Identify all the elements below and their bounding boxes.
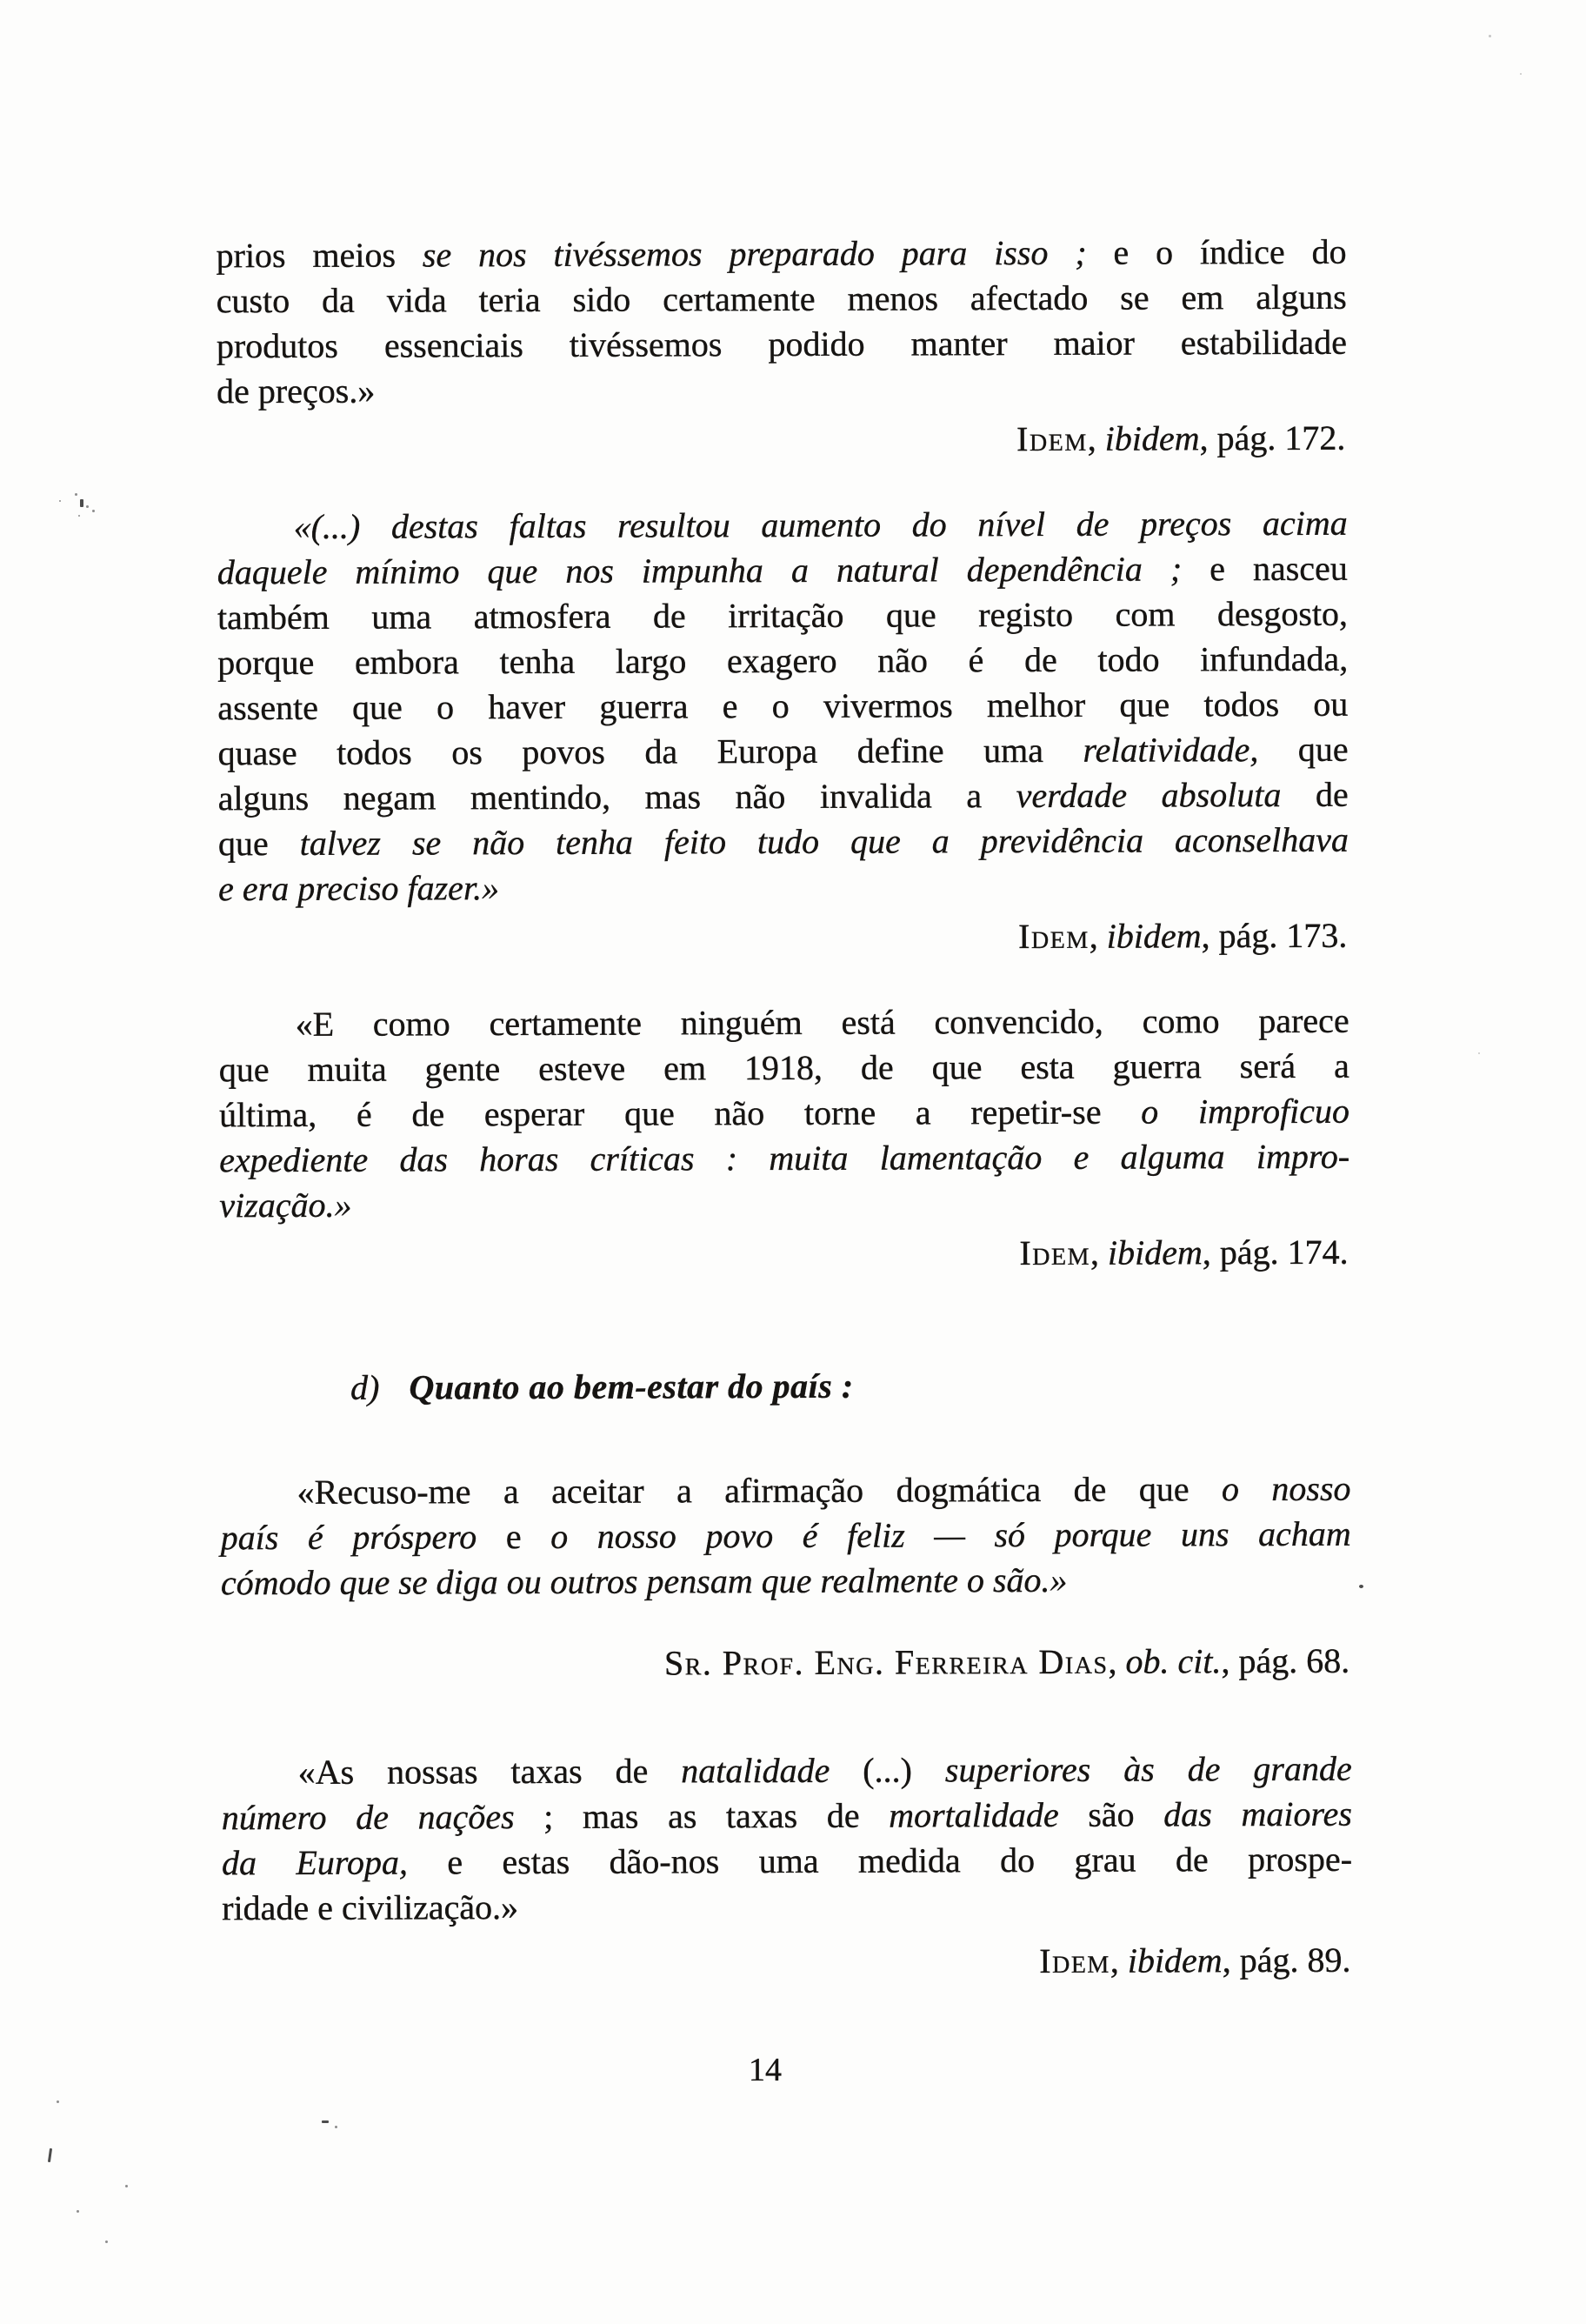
paragraph (219, 998, 1350, 1229)
text-segment: quase todos os povos da Europa define uma (217, 730, 1083, 773)
text-segment: produtos essenciais tivéssemos podido manter maior estabilidade (216, 322, 1348, 366)
text-segment: Idem (1016, 418, 1088, 459)
paragraph (216, 230, 1347, 415)
text-segment: da Europa, (221, 1842, 409, 1883)
text-segment: e nasceu (1182, 548, 1348, 589)
text-segment: das maiores (1163, 1793, 1352, 1834)
scan-speck (125, 2185, 128, 2187)
scan-speck (92, 510, 95, 512)
text-segment: de preços.» (217, 371, 376, 411)
text-line (219, 998, 1349, 1048)
text-segment: se nos tivéssemos preparado para isso ; (422, 232, 1087, 275)
text-line (217, 682, 1348, 731)
text-segment: cómodo que se diga ou outros pensam que realmente o são.» (220, 1559, 1068, 1603)
text-segment: e era preciso fazer.» (218, 868, 500, 909)
text-segment: , (1087, 418, 1105, 458)
text-segment: , (1110, 1940, 1128, 1980)
text-segment: ibidem (1106, 916, 1202, 956)
text-segment: são (1058, 1794, 1164, 1834)
text-segment: «As nossas taxas de (297, 1751, 682, 1792)
scan-speck (1478, 1052, 1480, 1054)
text-line (218, 772, 1349, 822)
text-segment: , pág. 68. (1221, 1640, 1350, 1681)
citation-line (219, 1230, 1349, 1279)
text-line (222, 1792, 1352, 1841)
text-segment: prios meios (216, 235, 423, 276)
scan-speck (86, 505, 89, 508)
text-segment: ibidem (1127, 1940, 1223, 1980)
text-segment: relatividade, (1083, 730, 1259, 770)
text-segment: custo da vida teria sido certamente menos afectado se em alguns (216, 277, 1347, 321)
scan-speck (78, 515, 80, 517)
paragraph (220, 1466, 1351, 1606)
text-segment: natalidade (681, 1750, 830, 1791)
text-segment: ; mas as taxas de (514, 1795, 890, 1837)
scan-speck (77, 2210, 79, 2213)
text-line (218, 863, 1349, 912)
text-segment: , (1090, 1232, 1109, 1272)
text-segment: e estas dão-nos uma medida do grau de prospe- (407, 1839, 1353, 1882)
text-segment: ob. cit. (1125, 1641, 1222, 1681)
text-segment: assente que o haver guerra e o vivermos melhor que todos ou (217, 684, 1349, 728)
page-text-column (216, 230, 1352, 1987)
text-segment: que muita gente esteve em 1918, de que esta guerra será a (218, 1045, 1349, 1090)
text-line (219, 1179, 1349, 1229)
text-segment: Quanto ao bem-estar do país : (409, 1366, 854, 1407)
text-line (217, 727, 1348, 777)
scan-speck (59, 500, 61, 502)
text-segment: expediente das horas críticas : muita lamentação e alguma impro- (219, 1136, 1350, 1180)
text-segment: também uma atmosfera de irritação que registo com desgosto, (217, 593, 1349, 638)
section-heading (220, 1362, 1350, 1412)
scan-speck (80, 499, 83, 507)
text-segment: talvez se não tenha feito tudo que a previdência aconselhava (299, 819, 1349, 863)
text-segment: superiores às de grande (944, 1748, 1352, 1790)
text-line (221, 1557, 1351, 1606)
text-line (219, 1089, 1349, 1139)
text-segment: «Recuso-me a aceitar a afirmação dogmática de que (297, 1469, 1223, 1512)
text-segment: «(...) destas faltas resultou aumento do nível de preços acima (293, 503, 1348, 546)
scan-speck (322, 2120, 329, 2123)
text-segment: que (217, 823, 300, 864)
text-segment: o nosso povo é feliz — só porque uns acham (550, 1513, 1351, 1556)
text-segment: porque embora tenha largo exagero não é de todo infundada, (217, 638, 1349, 683)
text-segment: de (1281, 774, 1349, 815)
citation-line (218, 913, 1349, 963)
text-segment: vização.» (219, 1185, 352, 1225)
scan-speck (1520, 73, 1522, 75)
text-line (217, 320, 1347, 370)
text-segment: daquele mínimo que nos impunha a natural dependência ; (217, 549, 1183, 592)
source-attribution (221, 1639, 1351, 1688)
scan-speck (48, 2148, 52, 2162)
text-line (217, 275, 1347, 324)
text-line (222, 1837, 1352, 1887)
text-segment: o nosso (1221, 1468, 1351, 1509)
text-segment: , pág. 172. (1199, 417, 1346, 458)
text-segment: , (1089, 916, 1107, 956)
text-line (222, 1746, 1352, 1796)
text-line (217, 591, 1348, 641)
scan-speck (1489, 35, 1491, 37)
scan-speck (75, 493, 77, 496)
text-segment: última, é de esperar que não torne a repetir-se (218, 1092, 1142, 1135)
scan-speck (335, 2126, 337, 2128)
text-line (222, 1882, 1352, 1932)
citation-line (217, 416, 1347, 465)
citation-line (222, 1938, 1352, 1987)
text-segment: ibidem (1107, 1232, 1203, 1272)
scan-speck (105, 2241, 108, 2243)
text-segment: e (476, 1516, 551, 1557)
text-segment: , pág. 174. (1202, 1232, 1349, 1272)
text-segment: , pág. 89. (1222, 1940, 1351, 1980)
text-line (218, 818, 1349, 867)
text-segment: (...) (830, 1750, 945, 1790)
text-segment: país é próspero (220, 1517, 477, 1558)
text-segment: e o índice do (1086, 231, 1347, 272)
text-segment: ibidem (1104, 418, 1200, 458)
text-segment: mortalidade (889, 1794, 1059, 1835)
text-line (217, 546, 1348, 596)
text-segment: Sr. Prof. Eng. Ferreira Dias (663, 1641, 1109, 1683)
text-line (219, 1134, 1349, 1184)
paragraph (217, 501, 1349, 912)
text-line (217, 501, 1348, 551)
text-segment: que (1258, 729, 1349, 770)
text-line (217, 365, 1347, 415)
text-segment: Idem (1039, 1940, 1110, 1980)
paragraph (222, 1746, 1353, 1932)
scan-speck (57, 2100, 59, 2103)
text-segment: verdade absoluta (1016, 775, 1282, 816)
text-line (216, 230, 1346, 279)
text-segment: , pág. 173. (1201, 915, 1348, 956)
text-segment: alguns negam mentindo, mas não invalida a (217, 776, 1016, 818)
text-segment: Idem (1018, 916, 1090, 957)
text-segment: Idem (1019, 1232, 1091, 1273)
scan-speck (1359, 1585, 1363, 1588)
text-line (219, 1044, 1349, 1093)
text-segment: número de nações (221, 1797, 515, 1838)
text-segment: «E como certamente ninguém está convencido, como parece (295, 1000, 1349, 1044)
text-segment: ridade e civilização.» (222, 1887, 519, 1928)
page-number: 14 (749, 2052, 782, 2088)
text-line (220, 1466, 1350, 1516)
text-line (217, 637, 1348, 686)
text-segment: o improficuo (1141, 1091, 1350, 1132)
text-line (221, 1512, 1351, 1561)
text-segment: d) (350, 1367, 380, 1407)
text-segment: , (1108, 1641, 1126, 1681)
